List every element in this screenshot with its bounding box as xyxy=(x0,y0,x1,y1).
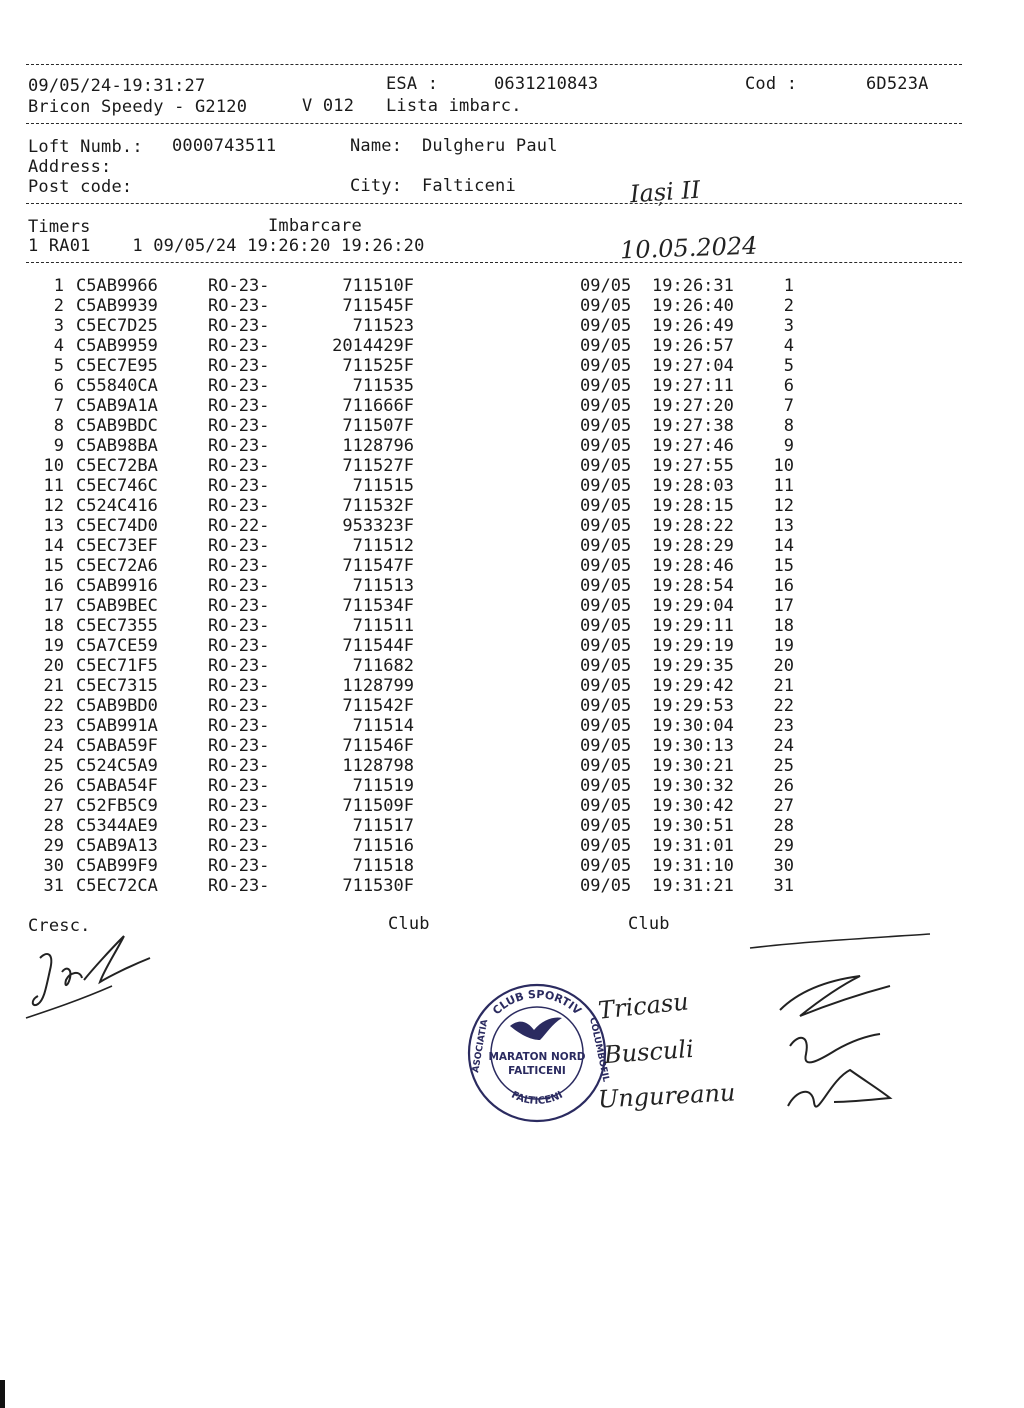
position: 17 xyxy=(773,596,794,616)
svg-text:FALTICENI xyxy=(509,1090,564,1107)
position: 6 xyxy=(783,376,794,396)
ring-country: RO-23- xyxy=(208,696,270,716)
arrival-date: 09/05 xyxy=(580,736,632,756)
position: 20 xyxy=(773,656,794,676)
ring-code: C5AB9A1A xyxy=(76,396,158,416)
position: 2 xyxy=(783,296,794,316)
ring-country: RO-23- xyxy=(208,616,270,636)
ring-code: C5EC72CA xyxy=(76,876,158,896)
ring-country: RO-23- xyxy=(208,336,270,356)
arrival-date: 09/05 xyxy=(580,396,632,416)
ring-number: 711514 xyxy=(352,716,414,736)
position: 26 xyxy=(773,776,794,796)
arrival-date: 09/05 xyxy=(580,556,632,576)
table-row xyxy=(0,596,1024,616)
device-version: V 012 xyxy=(302,96,355,116)
stamp-left-text: ASOCIATIA xyxy=(471,1018,491,1074)
ring-code: C5AB9959 xyxy=(76,336,158,356)
row-number: 4 xyxy=(53,336,64,356)
stamp-right-text: COLUMBOFIL xyxy=(587,1016,611,1083)
arrival-date: 09/05 xyxy=(580,576,632,596)
position: 7 xyxy=(783,396,794,416)
position: 29 xyxy=(773,836,794,856)
ring-country: RO-23- xyxy=(208,316,270,336)
ring-country: RO-23- xyxy=(208,596,270,616)
row-number: 28 xyxy=(43,816,64,836)
arrival-time: 19:28:15 xyxy=(652,496,734,516)
ring-code: C5EC71F5 xyxy=(76,656,158,676)
position: 21 xyxy=(773,676,794,696)
name-value: Dulgheru Paul xyxy=(422,136,558,156)
dove-icon xyxy=(510,1018,562,1041)
arrival-time: 19:29:11 xyxy=(652,616,734,636)
ring-code: C5AB9939 xyxy=(76,296,158,316)
ring-number: 711525F xyxy=(342,356,414,376)
position: 9 xyxy=(783,436,794,456)
row-number: 5 xyxy=(53,356,64,376)
ring-number: 711515 xyxy=(352,476,414,496)
ring-number: 711510F xyxy=(342,276,414,296)
row-number: 31 xyxy=(43,876,64,896)
city-value: Falticeni xyxy=(422,176,516,196)
ring-number: 711523 xyxy=(352,316,414,336)
ring-country: RO-23- xyxy=(208,856,270,876)
ring-code: C5A7CE59 xyxy=(76,636,158,656)
arrival-time: 19:28:54 xyxy=(652,576,734,596)
ring-code: C5AB9BD0 xyxy=(76,696,158,716)
arrival-time: 19:31:10 xyxy=(652,856,734,876)
ring-code: C5AB991A xyxy=(76,716,158,736)
ring-number: 711519 xyxy=(352,776,414,796)
arrival-date: 09/05 xyxy=(580,376,632,396)
ring-code: C5AB9916 xyxy=(76,576,158,596)
arrival-time: 19:27:55 xyxy=(652,456,734,476)
ring-code: C524C5A9 xyxy=(76,756,158,776)
row-number: 10 xyxy=(43,456,64,476)
stamp-center-2: FALTICENI xyxy=(508,1065,566,1077)
arrival-date: 09/05 xyxy=(580,316,632,336)
club-label-1: Club xyxy=(388,914,430,934)
ring-code: C5EC746C xyxy=(76,476,158,496)
ring-code: C5EC73EF xyxy=(76,536,158,556)
arrival-time: 19:31:21 xyxy=(652,876,734,896)
arrival-time: 19:28:46 xyxy=(652,556,734,576)
table-row xyxy=(0,316,1024,336)
ring-country: RO-23- xyxy=(208,436,270,456)
row-number: 6 xyxy=(53,376,64,396)
arrival-time: 19:29:53 xyxy=(652,696,734,716)
arrival-date: 09/05 xyxy=(580,756,632,776)
arrival-date: 09/05 xyxy=(580,876,632,896)
row-number: 9 xyxy=(53,436,64,456)
arrival-date: 09/05 xyxy=(580,516,632,536)
table-row xyxy=(0,436,1024,456)
row-number: 29 xyxy=(43,836,64,856)
ring-country: RO-23- xyxy=(208,556,270,576)
ring-number: 711517 xyxy=(352,816,414,836)
row-number: 20 xyxy=(43,656,64,676)
arrival-date: 09/05 xyxy=(580,296,632,316)
table-row xyxy=(0,496,1024,516)
table-row xyxy=(0,456,1024,476)
table-row xyxy=(0,696,1024,716)
table-row xyxy=(0,716,1024,736)
table-row xyxy=(0,296,1024,316)
ring-code: C5AB9BEC xyxy=(76,596,158,616)
row-number: 13 xyxy=(43,516,64,536)
ring-country: RO-23- xyxy=(208,276,270,296)
table-row xyxy=(0,516,1024,536)
table-row xyxy=(0,396,1024,416)
table-row xyxy=(0,776,1024,796)
arrival-date: 09/05 xyxy=(580,596,632,616)
committee-name-2: Busculi xyxy=(603,1034,695,1070)
scan-edge-mark xyxy=(0,1380,5,1408)
arrival-time: 19:27:11 xyxy=(652,376,734,396)
arrival-date: 09/05 xyxy=(580,436,632,456)
arrival-time: 19:29:04 xyxy=(652,596,734,616)
position: 14 xyxy=(773,536,794,556)
esa-value: 0631210843 xyxy=(494,74,599,94)
committee-name-3: Ungureanu xyxy=(597,1078,737,1114)
position: 30 xyxy=(773,856,794,876)
arrival-time: 19:26:49 xyxy=(652,316,734,336)
table-row xyxy=(0,336,1024,356)
row-number: 3 xyxy=(53,316,64,336)
position: 5 xyxy=(783,356,794,376)
ring-code: C5AB9A13 xyxy=(76,836,158,856)
ring-country: RO-23- xyxy=(208,776,270,796)
postcode-label: Post code: xyxy=(28,177,133,197)
position: 19 xyxy=(773,636,794,656)
ring-code: C5EC7E95 xyxy=(76,356,158,376)
arrival-time: 19:27:38 xyxy=(652,416,734,436)
ring-code: C5AB9966 xyxy=(76,276,158,296)
arrival-date: 09/05 xyxy=(580,276,632,296)
table-row xyxy=(0,356,1024,376)
position: 15 xyxy=(773,556,794,576)
arrival-date: 09/05 xyxy=(580,496,632,516)
ring-code: C5AB9BDC xyxy=(76,416,158,436)
table-row xyxy=(0,836,1024,856)
table-row xyxy=(0,536,1024,556)
arrival-date: 09/05 xyxy=(580,716,632,736)
row-number: 25 xyxy=(43,756,64,776)
ring-number: 711666F xyxy=(342,396,414,416)
position: 18 xyxy=(773,616,794,636)
arrival-time: 19:28:22 xyxy=(652,516,734,536)
table-row xyxy=(0,636,1024,656)
arrival-time: 19:29:42 xyxy=(652,676,734,696)
position: 16 xyxy=(773,576,794,596)
arrival-date: 09/05 xyxy=(580,796,632,816)
ring-country: RO-23- xyxy=(208,476,270,496)
ring-country: RO-23- xyxy=(208,876,270,896)
handwritten-place: Iași II xyxy=(629,175,702,209)
position: 31 xyxy=(773,876,794,896)
row-number: 16 xyxy=(43,576,64,596)
ring-number: 711545F xyxy=(342,296,414,316)
table-row xyxy=(0,856,1024,876)
ring-country: RO-23- xyxy=(208,836,270,856)
ring-country: RO-23- xyxy=(208,496,270,516)
esa-label: ESA : xyxy=(386,74,439,94)
arrival-time: 19:30:32 xyxy=(652,776,734,796)
arrival-date: 09/05 xyxy=(580,696,632,716)
ring-code: C5EC7315 xyxy=(76,676,158,696)
ring-code: C5344AE9 xyxy=(76,816,158,836)
club-label-2: Club xyxy=(628,914,670,934)
loft-label: Loft Numb.: xyxy=(28,137,143,157)
row-number: 24 xyxy=(43,736,64,756)
ring-country: RO-23- xyxy=(208,576,270,596)
ring-code: C5ABA59F xyxy=(76,736,158,756)
arrival-date: 09/05 xyxy=(580,776,632,796)
table-row xyxy=(0,656,1024,676)
ring-number: 711546F xyxy=(342,736,414,756)
ring-number: 711507F xyxy=(342,416,414,436)
ring-country: RO-23- xyxy=(208,456,270,476)
table-row xyxy=(0,736,1024,756)
ring-country: RO-23- xyxy=(208,756,270,776)
position: 3 xyxy=(783,316,794,336)
row-number: 7 xyxy=(53,396,64,416)
ring-code: C5AB98BA xyxy=(76,436,158,456)
ring-country: RO-23- xyxy=(208,796,270,816)
row-number: 2 xyxy=(53,296,64,316)
row-number: 22 xyxy=(43,696,64,716)
arrival-time: 19:27:20 xyxy=(652,396,734,416)
arrival-time: 19:26:57 xyxy=(652,336,734,356)
table-row xyxy=(0,376,1024,396)
row-number: 15 xyxy=(43,556,64,576)
arrival-time: 19:30:21 xyxy=(652,756,734,776)
arrival-date: 09/05 xyxy=(580,416,632,436)
row-number: 17 xyxy=(43,596,64,616)
arrival-date: 09/05 xyxy=(580,636,632,656)
ring-number: 711511 xyxy=(352,616,414,636)
ring-number: 1128796 xyxy=(342,436,414,456)
ring-country: RO-23- xyxy=(208,396,270,416)
row-number: 8 xyxy=(53,416,64,436)
handwritten-date: 10.05.2024 xyxy=(619,231,758,265)
imbarcare-label: Imbarcare xyxy=(268,216,362,236)
ring-number: 711527F xyxy=(342,456,414,476)
ring-country: RO-23- xyxy=(208,716,270,736)
divider xyxy=(26,64,962,65)
row-number: 27 xyxy=(43,796,64,816)
row-number: 12 xyxy=(43,496,64,516)
ring-code: C5EC7355 xyxy=(76,616,158,636)
arrival-date: 09/05 xyxy=(580,356,632,376)
row-number: 23 xyxy=(43,716,64,736)
ring-code: C55840CA xyxy=(76,376,158,396)
arrival-time: 19:30:51 xyxy=(652,816,734,836)
row-number: 1 xyxy=(53,276,64,296)
ring-number: 711516 xyxy=(352,836,414,856)
ring-number: 2014429F xyxy=(332,336,414,356)
ring-code: C5EC72A6 xyxy=(76,556,158,576)
ring-country: RO-22- xyxy=(208,516,270,536)
position: 28 xyxy=(773,816,794,836)
table-row xyxy=(0,276,1024,296)
committee-name-1: Tricasu xyxy=(596,987,690,1025)
position: 24 xyxy=(773,736,794,756)
arrival-time: 19:30:42 xyxy=(652,796,734,816)
ring-number: 711547F xyxy=(342,556,414,576)
row-number: 26 xyxy=(43,776,64,796)
timer-row: 1 RA01 1 09/05/24 19:26:20 19:26:20 xyxy=(28,236,425,256)
name-label: Name: xyxy=(350,136,403,156)
ring-code: C5ABA54F xyxy=(76,776,158,796)
arrival-time: 19:27:46 xyxy=(652,436,734,456)
cod-label: Cod : xyxy=(745,74,798,94)
device-name: Bricon Speedy - G2120 xyxy=(28,97,248,117)
ring-country: RO-23- xyxy=(208,296,270,316)
arrival-time: 19:30:04 xyxy=(652,716,734,736)
arrival-time: 19:28:29 xyxy=(652,536,734,556)
ring-country: RO-23- xyxy=(208,736,270,756)
table-row xyxy=(0,876,1024,896)
ring-number: 711542F xyxy=(342,696,414,716)
ring-number: 1128799 xyxy=(342,676,414,696)
ring-number: 711534F xyxy=(342,596,414,616)
table-row xyxy=(0,576,1024,596)
ring-country: RO-23- xyxy=(208,676,270,696)
ring-number: 711532F xyxy=(342,496,414,516)
committee-signatures xyxy=(740,930,940,1130)
ring-country: RO-23- xyxy=(208,816,270,836)
ring-code: C5AB99F9 xyxy=(76,856,158,876)
arrival-time: 19:30:13 xyxy=(652,736,734,756)
table-row xyxy=(0,796,1024,816)
position: 23 xyxy=(773,716,794,736)
table-row xyxy=(0,476,1024,496)
entries-list xyxy=(0,276,1024,896)
ring-code: C5EC7D25 xyxy=(76,316,158,336)
row-number: 19 xyxy=(43,636,64,656)
ring-country: RO-23- xyxy=(208,636,270,656)
club-stamp xyxy=(462,978,612,1128)
position: 10 xyxy=(773,456,794,476)
timers-label: Timers xyxy=(28,217,91,237)
table-row xyxy=(0,556,1024,576)
ring-number: 711535 xyxy=(352,376,414,396)
ring-number: 953323F xyxy=(342,516,414,536)
row-number: 14 xyxy=(43,536,64,556)
table-row xyxy=(0,816,1024,836)
arrival-date: 09/05 xyxy=(580,616,632,636)
ring-number: 1128798 xyxy=(342,756,414,776)
row-number: 18 xyxy=(43,616,64,636)
arrival-time: 19:26:31 xyxy=(652,276,734,296)
stamp-center-1: MARATON NORD xyxy=(488,1051,586,1063)
address-label: Address: xyxy=(28,157,112,177)
arrival-time: 19:29:19 xyxy=(652,636,734,656)
divider xyxy=(26,203,962,204)
arrival-date: 09/05 xyxy=(580,456,632,476)
row-number: 11 xyxy=(43,476,64,496)
position: 1 xyxy=(783,276,794,296)
ring-country: RO-23- xyxy=(208,416,270,436)
ring-code: C5EC74D0 xyxy=(76,516,158,536)
arrival-date: 09/05 xyxy=(580,476,632,496)
ring-code: C52FB5C9 xyxy=(76,796,158,816)
cod-value: 6D523A xyxy=(866,74,929,94)
arrival-date: 09/05 xyxy=(580,336,632,356)
position: 27 xyxy=(773,796,794,816)
ring-number: 711544F xyxy=(342,636,414,656)
ring-number: 711518 xyxy=(352,856,414,876)
stamp-top-text: CLUB SPORTIV xyxy=(490,987,584,1018)
ring-country: RO-23- xyxy=(208,356,270,376)
arrival-time: 19:28:03 xyxy=(652,476,734,496)
position: 13 xyxy=(773,516,794,536)
print-datetime: 09/05/24-19:31:27 xyxy=(28,76,206,96)
arrival-date: 09/05 xyxy=(580,856,632,876)
city-label: City: xyxy=(350,176,403,196)
row-number: 30 xyxy=(43,856,64,876)
ring-number: 711530F xyxy=(342,876,414,896)
table-row xyxy=(0,676,1024,696)
ring-country: RO-23- xyxy=(208,656,270,676)
arrival-time: 19:31:01 xyxy=(652,836,734,856)
position: 22 xyxy=(773,696,794,716)
ring-code: C524C416 xyxy=(76,496,158,516)
position: 8 xyxy=(783,416,794,436)
arrival-date: 09/05 xyxy=(580,656,632,676)
position: 11 xyxy=(773,476,794,496)
position: 4 xyxy=(783,336,794,356)
arrival-time: 19:26:40 xyxy=(652,296,734,316)
list-title: Lista imbarc. xyxy=(386,96,522,116)
divider xyxy=(26,262,962,263)
arrival-date: 09/05 xyxy=(580,816,632,836)
ring-number: 711682 xyxy=(352,656,414,676)
ring-number: 711509F xyxy=(342,796,414,816)
position: 25 xyxy=(773,756,794,776)
ring-country: RO-23- xyxy=(208,376,270,396)
loft-value: 0000743511 xyxy=(172,136,277,156)
breeder-signature xyxy=(20,930,180,1030)
table-row xyxy=(0,756,1024,776)
row-number: 21 xyxy=(43,676,64,696)
arrival-date: 09/05 xyxy=(580,836,632,856)
ring-number: 711513 xyxy=(352,576,414,596)
ring-country: RO-23- xyxy=(208,536,270,556)
arrival-date: 09/05 xyxy=(580,536,632,556)
table-row xyxy=(0,416,1024,436)
ring-code: C5EC72BA xyxy=(76,456,158,476)
ring-number: 711512 xyxy=(352,536,414,556)
stamp-bottom-text: FALTICENI xyxy=(509,1089,565,1107)
arrival-time: 19:29:35 xyxy=(652,656,734,676)
cresc-label: Cresc. xyxy=(28,916,91,936)
divider xyxy=(26,123,962,124)
arrival-time: 19:27:04 xyxy=(652,356,734,376)
table-row xyxy=(0,616,1024,636)
position: 12 xyxy=(773,496,794,516)
arrival-date: 09/05 xyxy=(580,676,632,696)
